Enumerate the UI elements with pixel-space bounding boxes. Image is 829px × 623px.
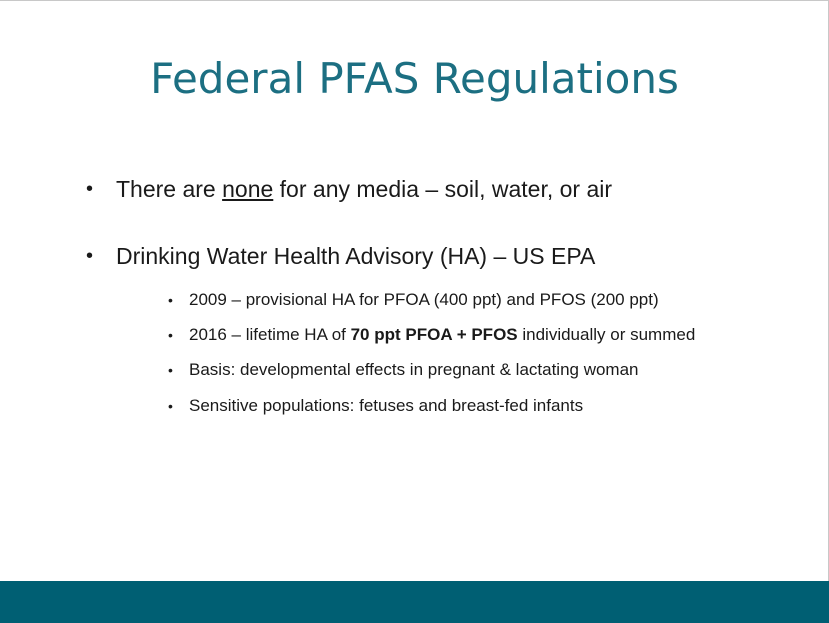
sub-bullet-2009 — [168, 289, 659, 311]
sub-bullet-basis — [168, 359, 639, 381]
bullet-drinking-water-ha — [86, 242, 596, 270]
bullet-text-underlined: none — [222, 176, 274, 202]
sub-bullet-text: 2009 – provisional HA for PFOA (400 ppt) and PFOS (200 ppt) — [189, 290, 659, 309]
slide-title: Federal PFAS Regulations — [150, 54, 679, 103]
sub-bullet-text-pre: 2016 – lifetime HA of — [189, 325, 351, 344]
sub-bullet-text-bold: 70 ppt PFOA + PFOS — [350, 325, 518, 344]
sub-bullet-sensitive-populations — [168, 395, 584, 417]
sub-bullet-text: Sensitive populations: fetuses and breast-fed infants — [189, 396, 584, 415]
bullet-none-for-any-media — [86, 175, 613, 203]
bullet-text-pre: There are — [116, 176, 223, 202]
sub-bullet-dot: • — [168, 292, 173, 308]
sub-bullet-dot: • — [168, 327, 173, 343]
sub-bullet-dot: • — [168, 362, 173, 378]
bullet-dot: • — [86, 245, 94, 267]
sub-bullet-text: Basis: developmental effects in pregnant & lactating woman — [189, 360, 639, 379]
bullet-dot: • — [86, 178, 94, 200]
sub-bullet-dot: • — [168, 398, 173, 414]
footer-bar — [0, 581, 829, 623]
bullet-text: Drinking Water Health Advisory (HA) – US EPA — [116, 243, 596, 269]
sub-bullet-text-post: individually or summed — [517, 325, 696, 344]
sub-bullet-2016 — [168, 324, 696, 346]
bullet-text-post: for any media – soil, water, or air — [273, 176, 613, 202]
